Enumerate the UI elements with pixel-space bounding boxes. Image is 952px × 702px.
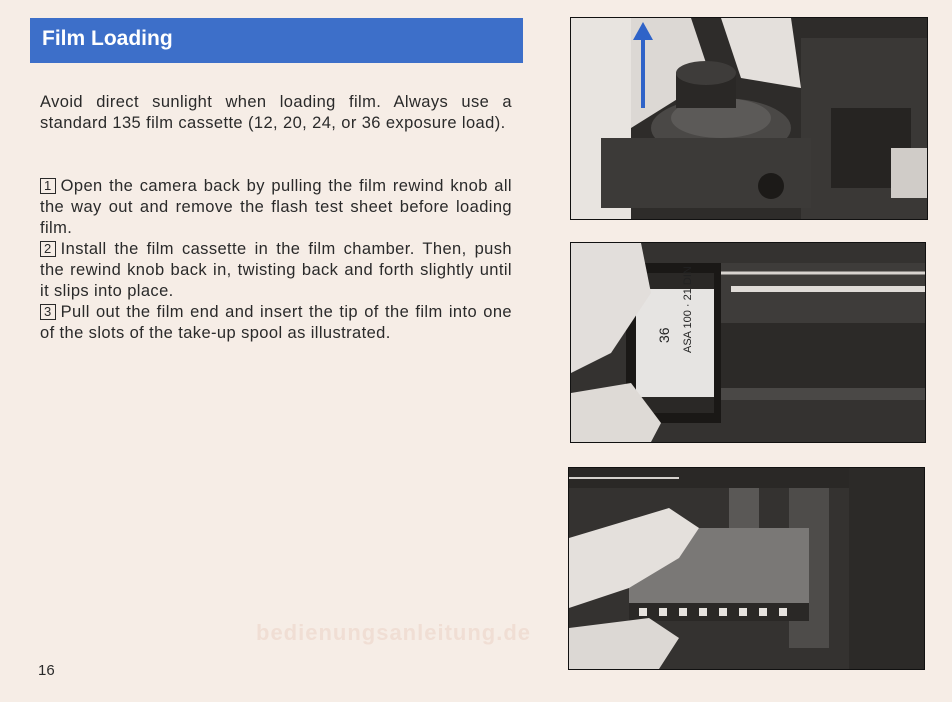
film-cassette-photo [570,242,926,443]
step-text: Install the film cassette in the film chamber. Then, push the rewind knob back in, twisting back and forth slightly until it slips into place. [40,240,512,300]
watermark: bedienungsanleitung.de [256,620,532,645]
step-text: Open the camera back by pulling the film rewind knob all the way out and remove the flash test sheet before loading film. [40,177,512,237]
step-3 [40,302,512,344]
cassette-speed-label: ASA 100 · 21 DIN [682,266,694,353]
page-title: Film Loading [42,27,173,50]
intro-paragraph: Avoid direct sunlight when loading film. Always use a standard 135 film cassette (12, 20, 24, or 36 exposure load). [40,93,512,132]
step-2 [40,239,512,302]
step-number: 2 [40,241,56,257]
steps-list [40,176,512,344]
step-number: 3 [40,304,56,320]
title-bar [30,18,523,63]
step-number: 1 [40,178,56,194]
step-1 [40,176,512,239]
take-up-spool-photo [568,467,925,670]
cassette-number-label: 36 [656,327,672,343]
step-text: Pull out the film end and insert the tip of the film into one of the slots of the take-up spool as illustrated. [40,303,512,342]
rewind-knob-photo [570,17,928,220]
page-number: 16 [38,662,55,679]
